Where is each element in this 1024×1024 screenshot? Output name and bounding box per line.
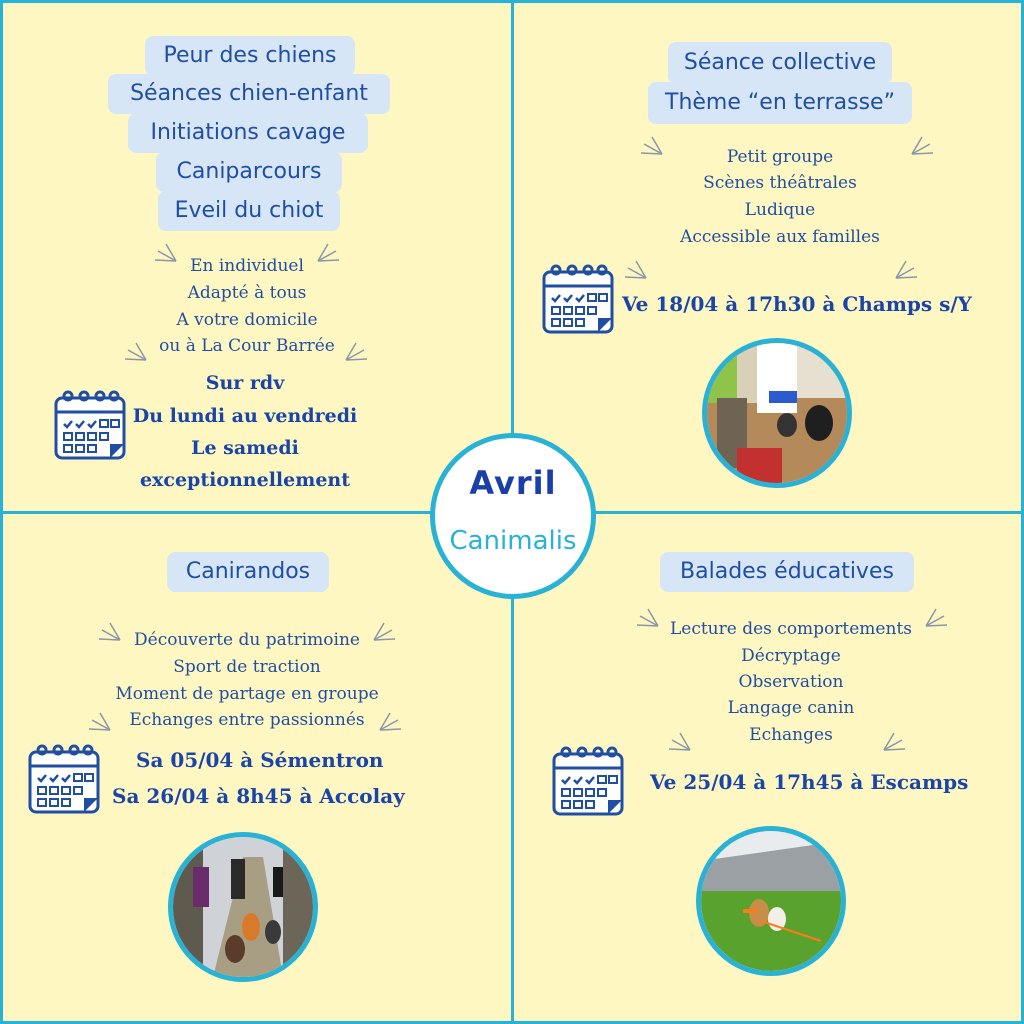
- photo-hike: [168, 832, 318, 982]
- detail-line: Lecture des comportements: [669, 619, 912, 639]
- quadrant-canirandos: [0, 512, 512, 1024]
- event-date: Sa 05/04 à Sémentron: [136, 748, 384, 772]
- event-date: Ve 18/04 à 17h30 à Champs s/Y: [622, 292, 972, 316]
- calendar-icon: [550, 744, 626, 820]
- event-date: Ve 25/04 à 17h45 à Escamps: [650, 770, 969, 794]
- detail-line: Ludique: [744, 200, 816, 220]
- photo-walk: [696, 826, 846, 976]
- pill-initiations-cavage: Initiations cavage: [128, 113, 368, 153]
- detail-line: Petit groupe: [726, 147, 834, 167]
- sparkle-icon: [122, 340, 148, 362]
- quadrant-balades: [512, 512, 1024, 1024]
- detail-line: Décryptage: [741, 646, 841, 666]
- detail-line: Découverte du patrimoine: [134, 630, 360, 650]
- sparkle-icon: [666, 730, 692, 752]
- photo-indoor-session: [702, 338, 852, 488]
- sparkle-icon: [378, 710, 404, 732]
- quadrant-collective: [512, 0, 1024, 512]
- detail-line: Echanges entre passionnés: [129, 710, 365, 730]
- event-date: Sa 26/04 à 8h45 à Accolay: [112, 784, 405, 808]
- detail-line: En individuel: [190, 256, 304, 276]
- center-badge: [430, 433, 596, 599]
- schedule-line: Sur rdv: [205, 372, 285, 394]
- pill-eveil-du-chiot: Eveil du chiot: [158, 191, 340, 231]
- sparkle-icon: [344, 340, 370, 362]
- sparkle-icon: [86, 710, 112, 732]
- detail-line: Accessible aux familles: [680, 227, 880, 247]
- pill-caniparcours: Caniparcours: [156, 152, 342, 192]
- pill-theme: Thème “en terrasse”: [648, 82, 912, 124]
- detail-line: A votre domicile: [176, 310, 318, 330]
- detail-line: Observation: [738, 672, 844, 692]
- sparkle-icon: [882, 730, 908, 752]
- detail-line: Echanges: [749, 725, 833, 745]
- pill-seance-collective: Séance collective: [668, 42, 892, 84]
- detail-line: Sport de traction: [173, 657, 321, 677]
- schedule-line: Le samedi: [191, 437, 299, 459]
- calendar-icon: [540, 262, 616, 338]
- quadrant-individual: [0, 0, 512, 512]
- detail-line: Scènes théâtrales: [703, 173, 857, 193]
- schedule-line: exceptionnellement: [139, 469, 351, 491]
- detail-line: ou à La Cour Barrée: [159, 336, 335, 356]
- pill-balades-educatives: Balades éducatives: [660, 552, 914, 592]
- brand-logo: Canimalis: [449, 526, 577, 556]
- detail-line: Adapté à tous: [187, 283, 307, 303]
- detail-line: Moment de partage en groupe: [115, 684, 379, 704]
- sparkle-icon: [622, 258, 648, 280]
- pill-seances-chien-enfant: Séances chien-enfant: [108, 74, 390, 114]
- sparkle-icon: [894, 258, 920, 280]
- schedule-line: Du lundi au vendredi: [132, 405, 358, 427]
- calendar-icon: [26, 742, 102, 818]
- pill-peur-des-chiens: Peur des chiens: [145, 36, 355, 76]
- pill-canirandos: Canirandos: [167, 552, 329, 592]
- month-title: Avril: [469, 464, 557, 502]
- calendar-icon: [52, 388, 128, 464]
- detail-line: Langage canin: [727, 698, 855, 718]
